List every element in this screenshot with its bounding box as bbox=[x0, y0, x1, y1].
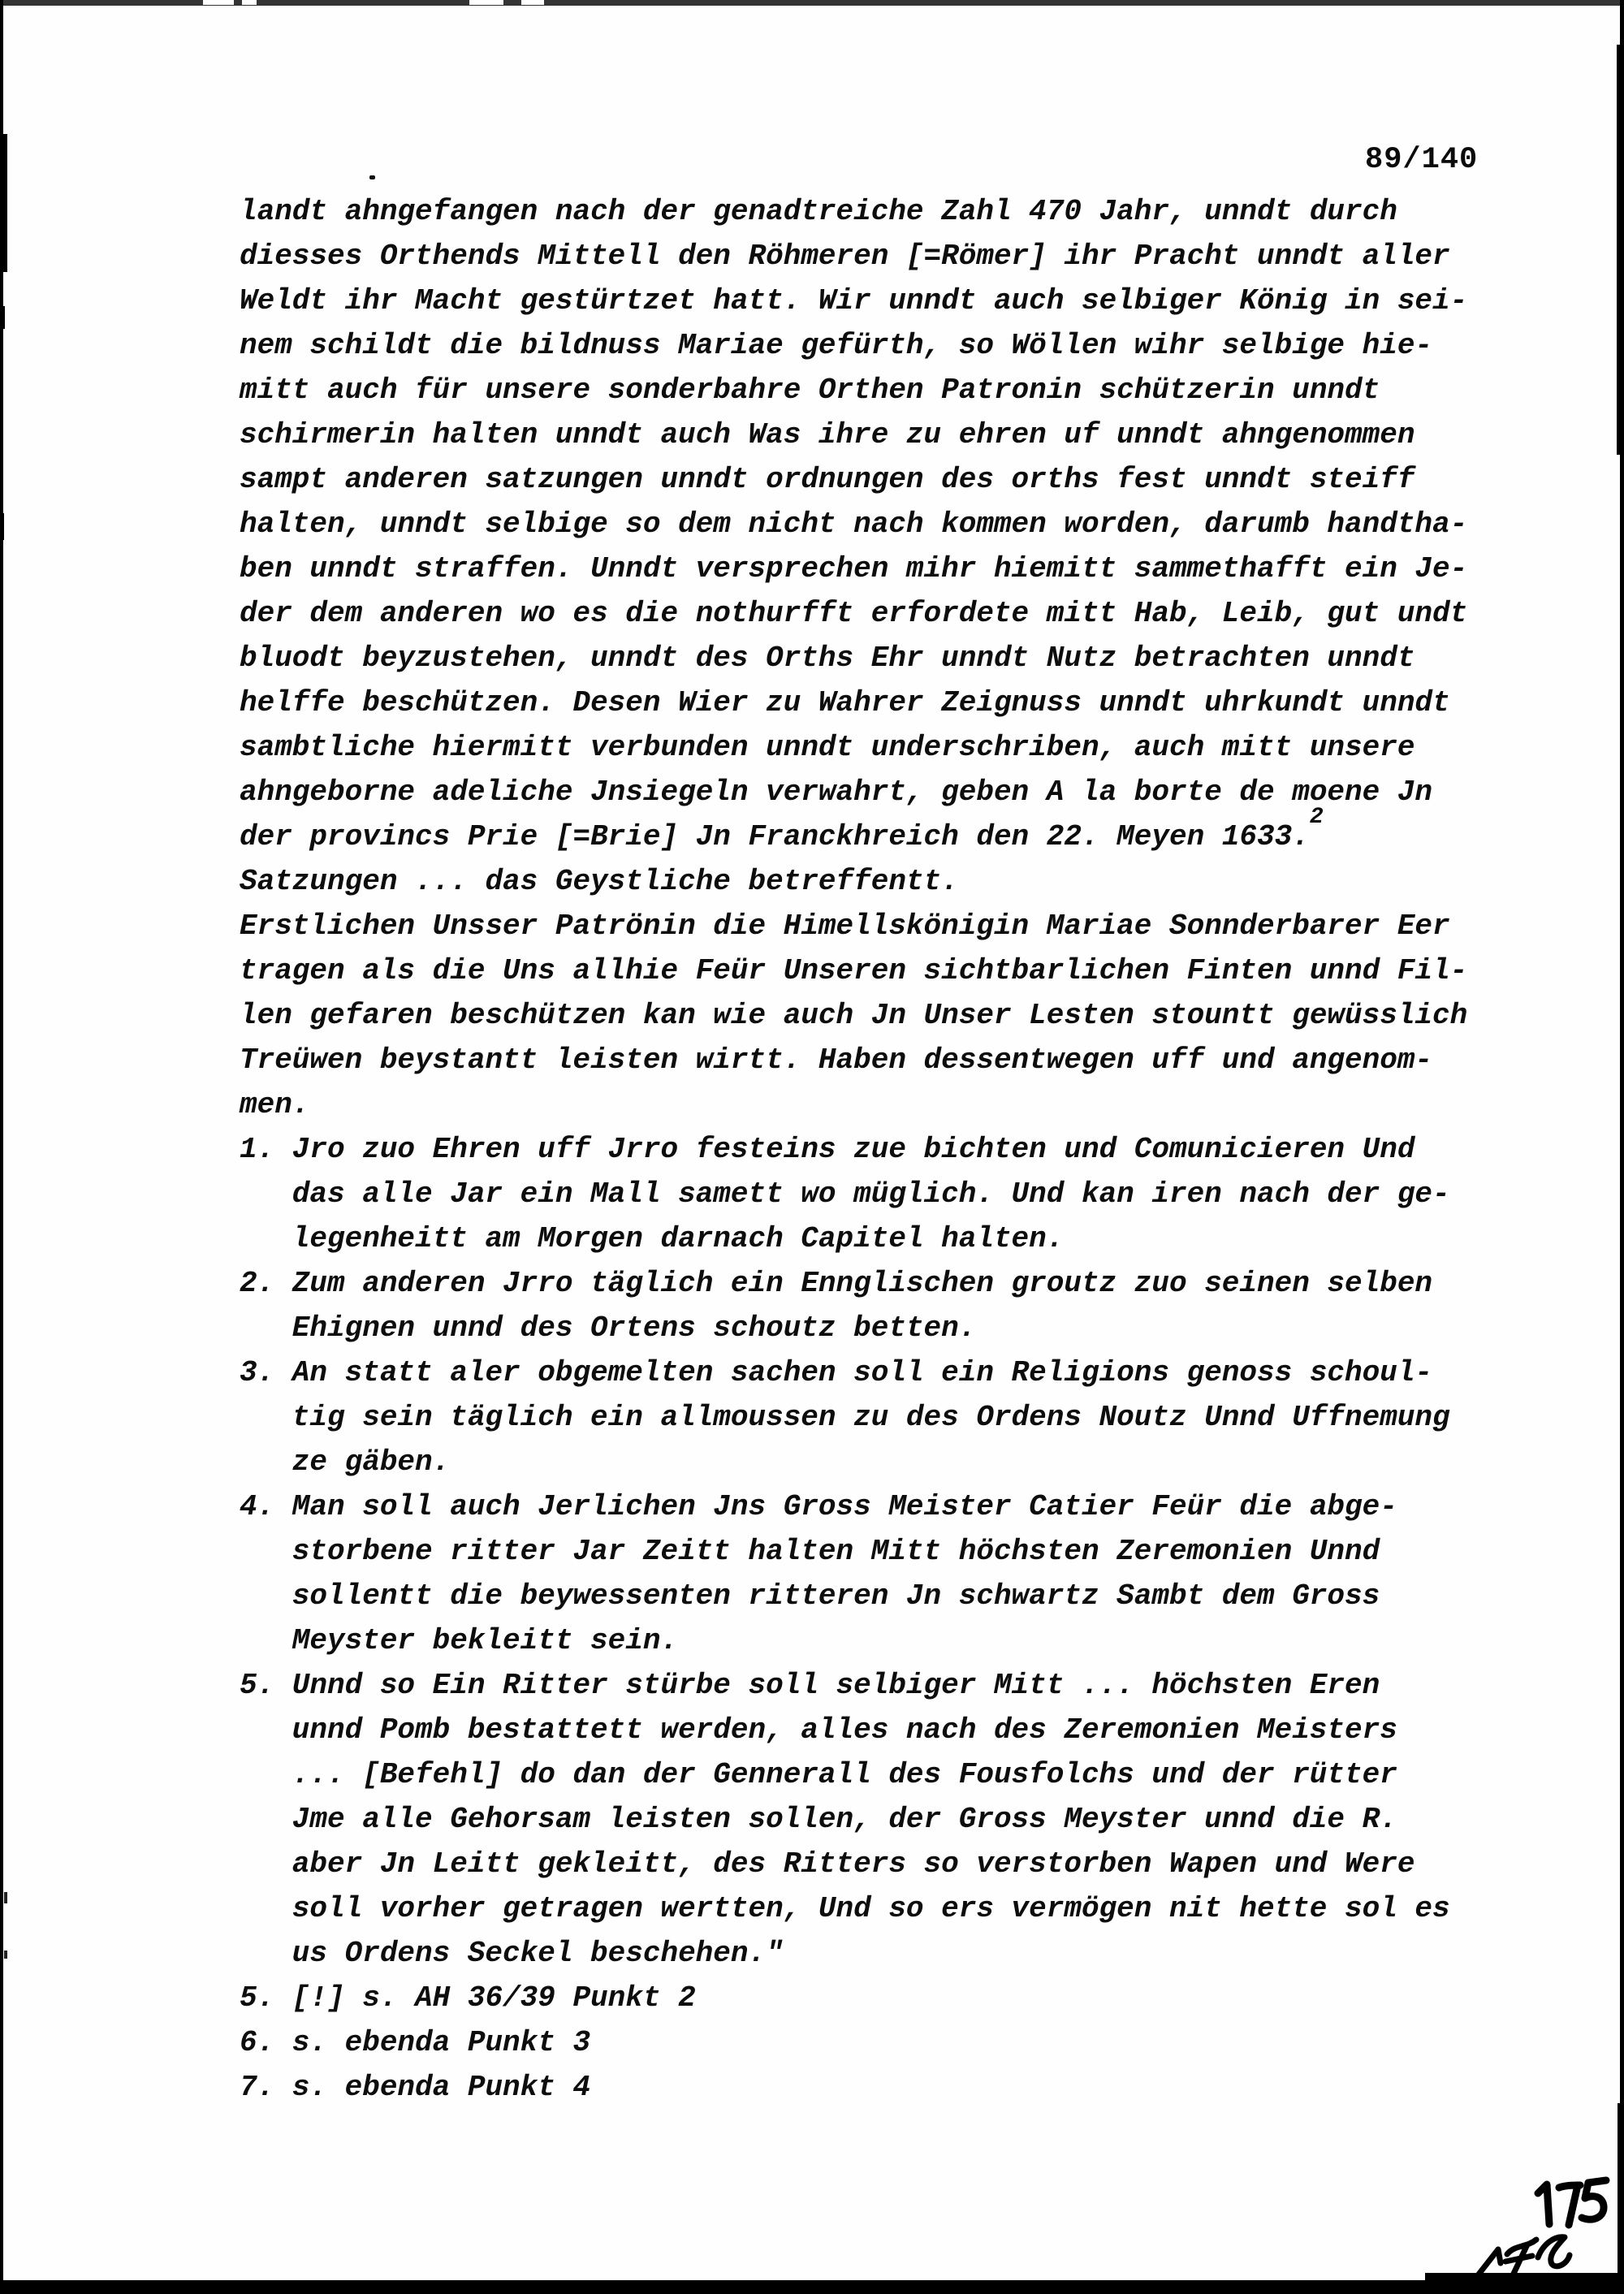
text-line: unnd Pomb bestattett werden, alles nach des Zeremonien Meisters bbox=[292, 1713, 1397, 1747]
text-line: soll vorher getragen wertten, Und so ers vermögen nit hette sol es bbox=[292, 1892, 1450, 1925]
footnote-line: 7. s. ebenda Punkt 4 bbox=[240, 2071, 591, 2104]
text-line: helffe beschützen. Desen Wier zu Wahrer Zeignuss unndt uhrkundt unndt bbox=[240, 686, 1450, 719]
scan-border-bottom bbox=[0, 2280, 1624, 2294]
text-line: sambtliche hiermitt verbunden unndt underschriben, auch mitt unsere bbox=[240, 731, 1415, 764]
text-line: Treüwen beystantt leisten wirtt. Haben dessentwegen uff und angenom- bbox=[240, 1043, 1433, 1077]
footnotes-block bbox=[240, 1976, 1571, 2110]
text-line: diesses Orthends Mittell den Röhmeren [=Römer] ihr Pracht unndt aller bbox=[240, 240, 1450, 273]
scan-border-gap bbox=[242, 0, 257, 5]
text-line: schirmerin halten unndt auch Was ihre zu ehren uf unndt ahngenommen bbox=[240, 418, 1415, 451]
main-text-block bbox=[240, 189, 1571, 1976]
text-line: tragen als die Uns allhie Feür Unseren sichtbarlichen Finten unnd Fil- bbox=[240, 954, 1468, 987]
scan-blotch bbox=[0, 513, 4, 540]
text-line: Erstlichen Unsser Patrönin die Himellskönigin Mariae Sonnderbarer Eer bbox=[240, 909, 1450, 943]
handwritten-175-top bbox=[1538, 2180, 1606, 2225]
handwritten-175-bottom bbox=[1478, 2237, 1570, 2275]
footnote-line: 6. s. ebenda Punkt 3 bbox=[240, 2026, 591, 2059]
text-line: ahngeborne adeliche Jnsiegeln verwahrt, geben A la borte de moene Jn bbox=[240, 775, 1433, 809]
text-line: 1. Jro zuo Ehren uff Jrro festeins zue bichten und Comunicieren Und bbox=[240, 1133, 1415, 1166]
scan-speck bbox=[4, 1892, 7, 1903]
text-line: 3. An statt aler obgemelten sachen soll ein Religions genoss schoul- bbox=[240, 1356, 1433, 1389]
scan-blotch bbox=[0, 134, 7, 272]
text-line: legenheitt am Morgen darnach Capitel halten. bbox=[292, 1222, 1065, 1255]
text-line: landt ahngefangen nach der genadtreiche Zahl 470 Jahr, unndt durch bbox=[240, 195, 1397, 228]
page-number: 89/140 bbox=[1365, 143, 1479, 177]
handwritten-page-number-marks bbox=[1453, 2160, 1624, 2294]
text-line: mitt auch für unsere sonderbahre Orthen Patronin schützerin unndt bbox=[240, 374, 1380, 407]
text-line: Weldt ihr Macht gestürtzet hatt. Wir unndt auch selbiger König in sei- bbox=[240, 284, 1468, 318]
text-line: ... [Befehl] do dan der Gennerall des Fousfolchs und der rütter bbox=[292, 1758, 1397, 1791]
text-line: bluodt beyzustehen, unndt des Orths Ehr unndt Nutz betrachten unndt bbox=[240, 642, 1415, 675]
text-line: Ehignen unnd des Ortens schoutz betten. bbox=[292, 1311, 977, 1345]
text-line: storbene ritter Jar Zeitt halten Mitt höchsten Zeremonien Unnd bbox=[292, 1535, 1380, 1568]
scan-speck bbox=[4, 1951, 7, 1959]
footnote-reference-superscript: 2 bbox=[1309, 804, 1324, 830]
text-line: 5. Unnd so Ein Ritter stürbe soll selbiger Mitt ... höchsten Eren bbox=[240, 1669, 1380, 1702]
text-line: us Ordens Seckel beschehen." bbox=[292, 1937, 784, 1970]
scan-border-left bbox=[0, 0, 3, 2294]
text-line: sampt anderen satzungen unndt ordnungen des orths fest unndt steiff bbox=[240, 463, 1415, 496]
text-line: der dem anderen wo es die nothurfft erfordete mitt Hab, Leib, gut undt bbox=[240, 597, 1468, 630]
text-line: len gefaren beschützen kan wie auch Jn Unser Lesten stountt gewüsslich bbox=[240, 999, 1468, 1032]
handwritten-strokes bbox=[1453, 2160, 1624, 2294]
text-line: 4. Man soll auch Jerlichen Jns Gross Meister Catier Feür die abge- bbox=[240, 1490, 1397, 1523]
scan-blotch bbox=[1617, 45, 1624, 455]
document-body-text bbox=[240, 189, 1571, 2110]
text-line: nem schildt die bildnuss Mariae gefürth, so Wöllen wihr selbige hie- bbox=[240, 329, 1433, 362]
text-line: Jme alle Gehorsam leisten sollen, der Gross Meyster unnd die R. bbox=[292, 1803, 1397, 1836]
text-line: tig sein täglich ein allmoussen zu des Ordens Noutz Unnd Uffnemung bbox=[292, 1401, 1450, 1434]
scan-border-gap bbox=[203, 0, 234, 5]
text-line: Satzungen ... das Geystliche betreffentt. bbox=[240, 865, 959, 898]
footnote-line: 5. [!] s. AH 36/39 Punkt 2 bbox=[240, 1981, 696, 2015]
scan-border-gap bbox=[469, 0, 503, 5]
text-line: men. bbox=[240, 1088, 310, 1121]
text-line: Meyster bekleitt sein. bbox=[292, 1624, 679, 1657]
scan-border-gap bbox=[521, 0, 544, 5]
text-line: ben unndt straffen. Unndt versprechen mihr hiemitt sammethafft ein Je- bbox=[240, 552, 1468, 585]
text-line: halten, unndt selbige so dem nicht nach kommen worden, darumb handtha- bbox=[240, 508, 1468, 541]
text-line: 2. Zum anderen Jrro täglich ein Ennglischen groutz zuo seinen selben bbox=[240, 1267, 1433, 1300]
text-line: sollentt die beywessenten ritteren Jn schwartz Sambt dem Gross bbox=[292, 1579, 1380, 1613]
scan-speck bbox=[369, 175, 375, 179]
text-line: das alle Jar ein Mall samett wo müglich. Und kan iren nach der ge- bbox=[292, 1177, 1450, 1211]
text-line: der provincs Prie [=Brie] Jn Franckhreich den 22. Meyen 1633.$^2$ bbox=[240, 804, 1324, 853]
text-line: ze gäben. bbox=[292, 1445, 451, 1479]
scan-blotch bbox=[0, 306, 5, 329]
text-line: aber Jn Leitt gekleitt, des Ritters so verstorben Wapen und Were bbox=[292, 1847, 1415, 1881]
